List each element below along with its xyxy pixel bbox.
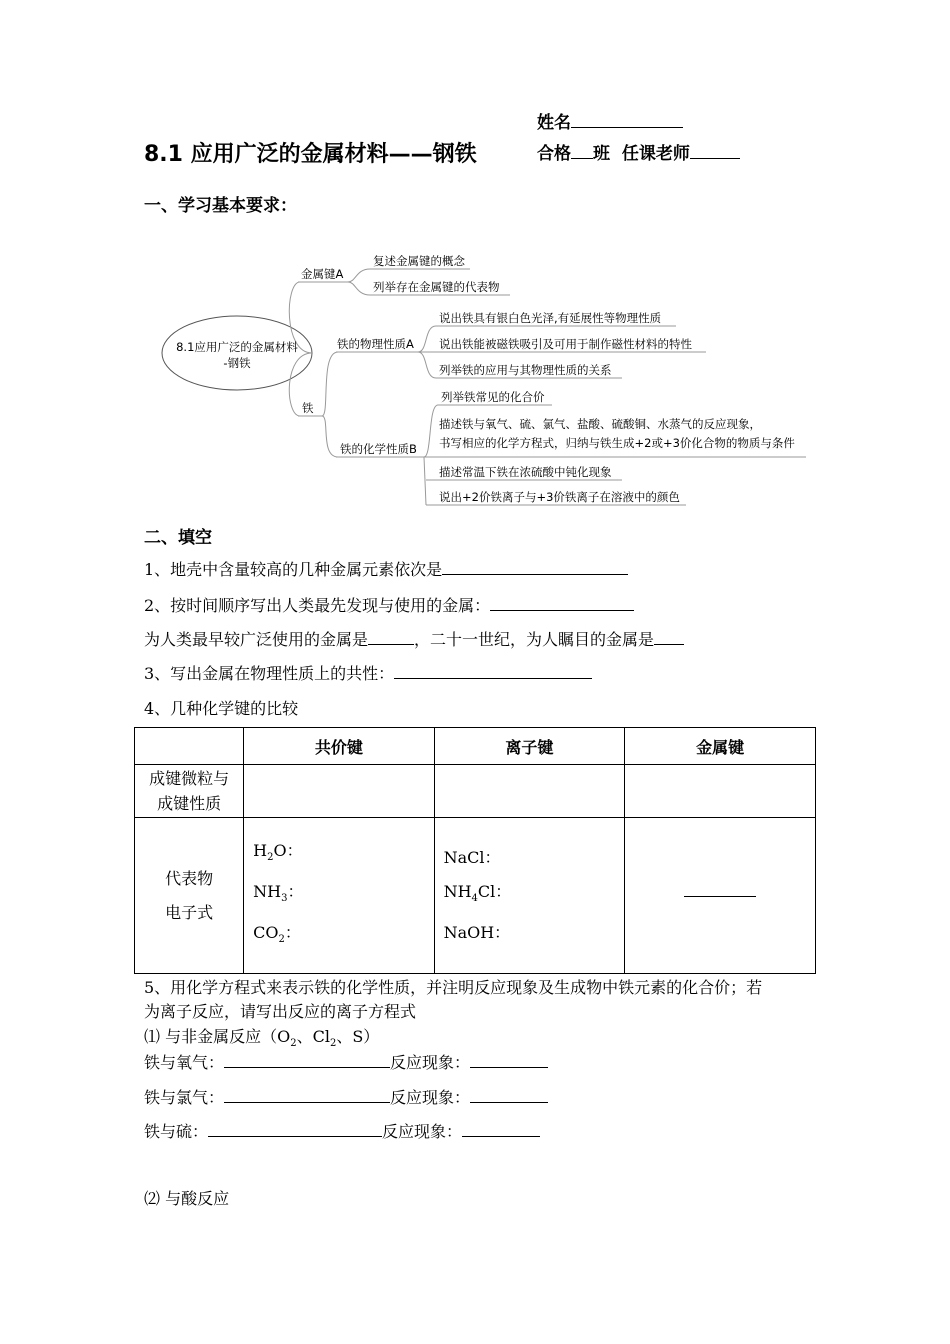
example-h2o: $H_2O$：: [253, 840, 303, 863]
question-2: [144, 593, 634, 616]
question-4: 4、几种化学键的比较: [144, 699, 299, 718]
name-label: 姓名: [537, 113, 571, 133]
iron-sulfur-line: [144, 1119, 540, 1142]
question-2b-text-2: ，二十一世纪，为人瞩目的金属是: [414, 630, 655, 649]
mindmap-root: [175, 339, 299, 371]
mindmap-chemical-item: 说出+2价铁离子与+3价铁离子在溶液中的颜色: [439, 490, 680, 504]
mindmap-metal-bond-item: 复述金属键的概念: [373, 254, 465, 268]
example-nh4cl: $NH_4Cl$：: [443, 881, 512, 905]
question-5-line2: 为离子反应，请写出反应的离子方程式: [144, 1002, 417, 1021]
covalent-examples[interactable]: [244, 818, 434, 974]
page-title: 8.1 应用广泛的金属材料——钢铁: [144, 142, 477, 167]
table-cell[interactable]: [434, 765, 625, 818]
table-header-metallic: 金属键: [625, 728, 816, 765]
mindmap-chemical-item: 描述常温下铁在浓硫酸中钝化现象: [439, 465, 612, 479]
mindmap-chemical: 铁的化学性质B: [340, 442, 417, 456]
question-3: [144, 661, 592, 684]
iron-chlorine-line: [144, 1085, 548, 1108]
mindmap-metal-bond-item: 列举存在金属键的代表物: [373, 280, 500, 294]
iron-chlorine-label: 铁与氯气：: [144, 1088, 225, 1107]
table-header-row: [135, 728, 816, 765]
row-label-line: 成键微粒与: [149, 769, 230, 788]
row-label-particles: [135, 765, 244, 818]
phenomenon-label: 反应现象：: [390, 1053, 471, 1072]
iron-oxygen-label: 铁与氧气：: [144, 1053, 225, 1072]
mindmap-physical-item: 说出铁能被磁铁吸引及可用于制作磁性材料的特性: [439, 337, 692, 351]
example-naoh: NaOH：: [443, 923, 511, 943]
question-2b-text-1: 为人类最早较广泛使用的金属是: [144, 630, 369, 649]
phenomenon-blank[interactable]: [470, 1087, 548, 1103]
row-label-line: 成键性质: [157, 794, 222, 813]
bond-comparison-table: [134, 727, 816, 974]
class-label: 合格: [537, 144, 571, 164]
example-nacl: NaCl：: [443, 847, 501, 867]
table-header-covalent: 共价键: [244, 728, 434, 765]
subsection-2: ⑵ 与酸反应: [144, 1189, 230, 1208]
mindmap-chemical-item: 列举铁常见的化合价: [441, 390, 545, 404]
mindmap-iron: 铁: [302, 401, 314, 415]
table-row: [135, 765, 816, 818]
table-header-ionic: 离子键: [434, 728, 625, 765]
answer-blank[interactable]: [442, 559, 628, 575]
example-nh3: $NH_3$：: [253, 881, 304, 905]
subsection-1: ⑴ 与非金属反应（$O_2$、$Cl_2$、S）: [144, 1027, 380, 1050]
question-2-text: 2、按时间顺序写出人类最先发现与使用的金属：: [144, 596, 491, 615]
teacher-label: 任课老师: [621, 144, 690, 164]
phenomenon-label: 反应现象：: [390, 1088, 471, 1107]
phenomenon-label: 反应现象：: [382, 1122, 463, 1141]
ionic-examples[interactable]: [434, 818, 625, 974]
equation-blank[interactable]: [224, 1052, 390, 1068]
dash-line: [684, 896, 756, 897]
mindmap-root-line1: 8.1应用广泛的金属材料: [176, 340, 298, 354]
phenomenon-blank[interactable]: [470, 1052, 548, 1068]
table-row: [135, 818, 816, 974]
question-2b: [144, 627, 684, 650]
row-label-representative: [135, 818, 244, 974]
question-1-text: 1、地壳中含量较高的几种金属元素依次是: [144, 560, 443, 579]
table-cell[interactable]: [244, 765, 434, 818]
section2-heading: 二、填空: [144, 528, 212, 548]
example-co2: $CO_2$：: [253, 923, 301, 946]
mindmap-physical-item: 列举铁的应用与其物理性质的关系: [439, 363, 612, 377]
table-header-empty: [135, 728, 244, 765]
answer-blank[interactable]: [490, 595, 634, 611]
mindmap-root-line2: -钢铁: [223, 356, 251, 370]
row-label-line: 电子式: [165, 902, 214, 922]
mindmap-chemical-item: 描述铁与氧气、硫、氯气、盐酸、硫酸铜、水蒸气的反应现象，: [439, 417, 761, 431]
metallic-examples: [625, 818, 816, 974]
mindmap-physical: 铁的物理性质A: [337, 337, 414, 351]
equation-blank[interactable]: [208, 1121, 382, 1137]
question-3-text: 3、写出金属在物理性质上的共性：: [144, 664, 395, 683]
table-cell[interactable]: [625, 765, 816, 818]
class-suffix: 班: [593, 144, 610, 164]
answer-blank[interactable]: [654, 629, 684, 645]
phenomenon-blank[interactable]: [462, 1121, 540, 1137]
answer-blank[interactable]: [368, 629, 414, 645]
mindmap-physical-item: 说出铁具有银白色光泽,有延展性等物理性质: [439, 311, 662, 325]
mindmap-metal-bond: 金属键A: [301, 267, 344, 281]
iron-oxygen-line: [144, 1050, 548, 1073]
mindmap-chemical-item: 书写相应的化学方程式，归纳与铁生成+2或+3价化合物的物质与条件: [439, 436, 795, 450]
answer-blank[interactable]: [394, 663, 592, 679]
section1-heading: 一、学习基本要求：: [144, 196, 297, 216]
question-5-line1: 5、用化学方程式来表示铁的化学性质，并注明反应现象及生成物中铁元素的化合价；若: [144, 978, 763, 997]
equation-blank[interactable]: [224, 1087, 390, 1103]
iron-sulfur-label: 铁与硫：: [144, 1122, 209, 1141]
row-label-line: 代表物: [165, 868, 214, 888]
question-1: [144, 557, 628, 580]
